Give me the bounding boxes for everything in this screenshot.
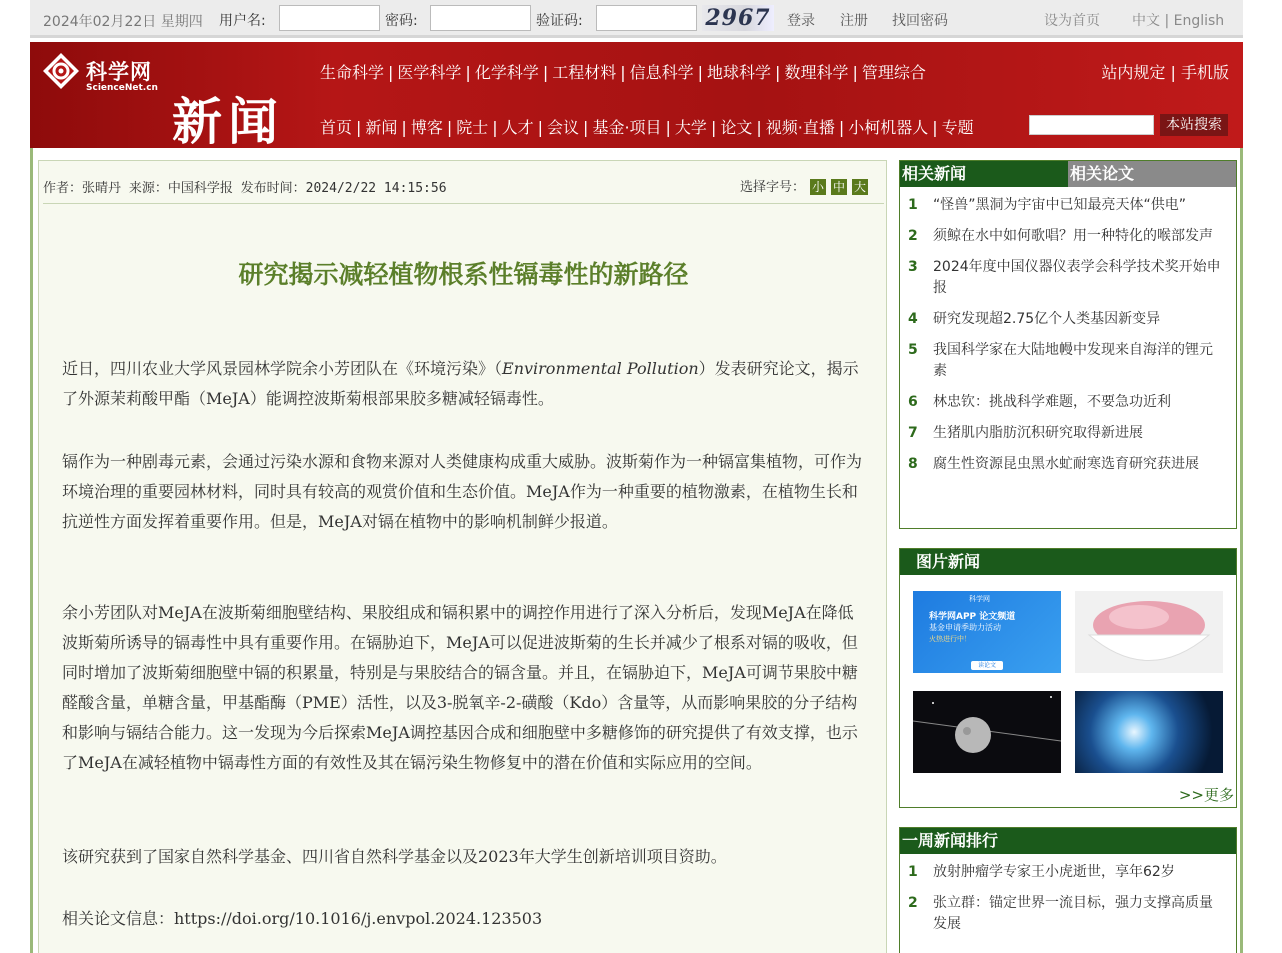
article-paragraph-4: 该研究获到了国家自然科学基金、四川省自然科学基金以及2023年大学生创新培训项目资助。 — [62, 847, 727, 866]
nav-engineering[interactable]: 工程材料 — [552, 63, 617, 82]
article-title: 研究揭示减轻植物根系性镉毒性的新路径 — [238, 260, 689, 289]
page-frame-left — [30, 148, 33, 953]
news-headline-link[interactable]: “怪兽”黑洞为宇宙中已知最亮天体“供电” — [933, 197, 1187, 213]
promo-read-button: 读论文 — [971, 661, 1003, 670]
photo-app-promo[interactable] — [913, 591, 1061, 673]
planet-illustration — [913, 691, 1061, 773]
list-item[interactable] — [908, 226, 1222, 247]
photo-grid — [913, 591, 1223, 776]
nav-home[interactable]: 首页 — [320, 118, 353, 137]
news-headline-link[interactable]: 腐生性资源昆虫黑水虻耐寒选育研究获进展 — [933, 456, 1199, 472]
font-size-medium[interactable]: 中 — [832, 180, 845, 194]
nav-xiaoke-robot[interactable]: 小柯机器人 — [848, 118, 929, 137]
article-paragraph-1: 近日，四川农业大学风景园林学院余小芳团队在《环境污染》（Environmental Pollution）发表研究论文，揭示了外源茉莉酸甲酯（MeJA）能调控波斯菊根部果胶多糖减轻镉毒性。 — [62, 359, 859, 408]
site-search-input[interactable] — [1029, 115, 1154, 135]
rank-number: 1 — [908, 864, 918, 880]
site-header — [30, 42, 1243, 151]
nav-medical-science[interactable]: 医学科学 — [397, 63, 462, 82]
register-link[interactable]: 注册 — [840, 13, 868, 29]
weekly-ranking-list — [900, 854, 1236, 935]
captcha-label: 验证码: — [536, 13, 583, 29]
list-item[interactable] — [908, 454, 1222, 475]
weekly-ranking-title: 一周新闻排行 — [900, 828, 1236, 854]
news-headline-link[interactable]: 2024年度中国仪器仪表学会科学技术奖开始申报 — [933, 259, 1221, 296]
nav-video[interactable]: 视频·直播 — [765, 118, 835, 137]
rank-number: 3 — [908, 259, 918, 275]
captcha-input[interactable] — [596, 5, 697, 31]
set-homepage-link[interactable]: 设为首页 — [1044, 13, 1100, 29]
font-size-small[interactable]: 小 — [811, 180, 824, 194]
nav-university[interactable]: 大学 — [674, 118, 707, 137]
nav-funding[interactable]: 基金·项目 — [592, 118, 662, 137]
promo-logo: 科学网 — [969, 595, 990, 603]
promo-line-2: 基金申请季助力活动 — [929, 623, 1001, 632]
list-item[interactable] — [908, 862, 1222, 883]
photo-blue-blackhole[interactable] — [1075, 691, 1223, 773]
font-size-large[interactable]: 大 — [853, 180, 866, 194]
username-label: 用户名: — [219, 13, 266, 29]
nav-news[interactable]: 新闻 — [365, 118, 398, 137]
bowl-illustration — [1075, 591, 1223, 673]
forgot-password-link[interactable]: 找回密码 — [892, 13, 948, 29]
rank-number: 1 — [908, 197, 918, 213]
list-item[interactable] — [908, 893, 1222, 935]
article-meta: 作者：张晴丹 来源：中国科学报 发布时间：2024/2/22 14:15:56 — [43, 181, 447, 196]
journal-name: Environmental Pollution — [502, 359, 699, 378]
list-item[interactable] — [908, 309, 1222, 330]
password-input[interactable] — [430, 5, 531, 31]
site-search-button[interactable]: 本站搜索 — [1160, 114, 1228, 136]
sciencenet-logo-icon — [42, 52, 80, 90]
nav-papers[interactable]: 论文 — [720, 118, 753, 137]
meta-divider — [43, 203, 884, 204]
news-headline-link[interactable]: 我国科学家在大陆地幔中发现来自海洋的锂元素 — [933, 342, 1213, 379]
tab-related-papers[interactable]: 相关论文 — [1068, 161, 1236, 187]
rank-number: 4 — [908, 311, 918, 327]
article-paragraph-doi[interactable]: 相关论文信息：https://doi.org/10.1016/j.envpol.2024.123503 — [62, 909, 543, 928]
rank-number: 6 — [908, 394, 918, 410]
rank-number: 7 — [908, 425, 918, 441]
login-link[interactable]: 登录 — [787, 13, 815, 29]
nav-life-science[interactable]: 生命科学 — [320, 63, 385, 82]
page-frame-right — [1240, 148, 1243, 953]
top-login-bar — [30, 0, 1243, 38]
password-label: 密码: — [385, 13, 418, 29]
article-panel — [38, 160, 887, 953]
section-title: 新闻 — [172, 92, 284, 151]
captcha-image[interactable]: 2967 — [702, 5, 774, 31]
nav-talent[interactable]: 人才 — [501, 118, 534, 137]
article-paragraph-3: 余小芳团队对MeJA在波斯菊细胞壁结构、果胶组成和镉积累中的调控作用进行了深入分析后，发现MeJA在降低波斯菊所诱导的镉毒性中具有重要作用。在镉胁迫下，MeJA可以促进波斯菊的生长并减少了根系对镉的吸收，但同时增加了波斯菊细胞壁中镉的积累量，特别是与果胶结合的镉含量。并且，在镉胁迫下，MeJA可调节果胶中糖醛酸含量，单糖含量，甲基酯酶（PME）活性，以及3-脱氧辛-2-磺酸（Kdo）含量等，从而影响果胶的分子结构和影响与镉结合能力。这一发现为今后探索MeJA调控基因合成和细胞壁中多糖修饰的研究提供了有效支撑，也示了MeJA在减轻植物中镉毒性方面的有效性及其在镉污染生物修复中的潜在价值和实际应用的空间。 — [62, 603, 858, 772]
news-headline-link[interactable]: 须鲸在水中如何歌唱？用一种特化的喉部发声 — [933, 228, 1213, 244]
weekly-ranking-box — [899, 827, 1237, 953]
nav-topics[interactable]: 专题 — [941, 118, 974, 137]
related-news-box — [899, 160, 1237, 529]
photo-moon-planet[interactable] — [913, 691, 1061, 773]
rank-number: 5 — [908, 342, 918, 358]
nav-academicians[interactable]: 院士 — [456, 118, 489, 137]
nav-meetings[interactable]: 会议 — [547, 118, 580, 137]
photo-news-box — [899, 548, 1237, 808]
news-headline-link[interactable]: 生猪肌内脂肪沉积研究取得新进展 — [933, 425, 1143, 441]
rank-number: 2 — [908, 895, 918, 911]
related-news-list — [900, 187, 1236, 475]
promo-line-3: 火热进行中！ — [929, 635, 971, 643]
list-item[interactable] — [908, 257, 1222, 299]
photo-news-title: 图片新闻 — [900, 549, 1236, 575]
nav-management[interactable]: 管理综合 — [861, 63, 926, 82]
rank-number: 8 — [908, 456, 918, 472]
rank-number: 2 — [908, 228, 918, 244]
nav-blog[interactable]: 博客 — [410, 118, 443, 137]
list-item[interactable] — [908, 423, 1222, 444]
related-tabs — [900, 161, 1236, 187]
nav-chemistry[interactable]: 化学科学 — [474, 63, 539, 82]
nav-earth-science[interactable]: 地球科学 — [707, 63, 772, 82]
logo-text-en: ScienceNet.cn — [86, 83, 158, 93]
news-headline-link[interactable]: 研究发现超2.75亿个人类基因新变异 — [933, 311, 1161, 327]
sciencenet-logo[interactable] — [38, 50, 170, 98]
article-paragraph-2: 镉作为一种剧毒元素，会通过污染水源和食物来源对人类健康构成重大威胁。波斯菊作为一种镉富集植物，可作为环境治理的重要园林材料，同时具有较高的观赏价值和生态价值。MeJA作为一种重要的植物激素，在植物生长和抗逆性方面发挥着重要作用。但是，MeJA对镉在植物中的影响机制鲜少报道。 — [62, 452, 863, 531]
news-headline-link[interactable]: 林忠钦：挑战科学难题，不要急功近利 — [933, 394, 1171, 410]
font-size-selector — [740, 176, 868, 195]
current-date: 2024年02月22日 星期四 — [43, 14, 203, 30]
font-size-label: 选择字号： — [739, 180, 805, 195]
news-headline-link[interactable]: 放射肿瘤学专家王小虎逝世，享年62岁 — [933, 864, 1175, 880]
news-headline-link[interactable]: 张立群：锚定世界一流目标，强力支撑高质量发展 — [933, 895, 1213, 932]
list-item[interactable] — [908, 195, 1222, 216]
logo-text-cn: 科学网 — [86, 60, 152, 84]
promo-line-1: 科学网APP 论文频道 — [929, 612, 1016, 622]
language-switch[interactable]: 中文 | English — [1132, 13, 1225, 29]
username-input[interactable] — [279, 5, 380, 31]
nav-information-science[interactable]: 信息科学 — [629, 63, 694, 82]
site-rules-mobile-links[interactable]: 站内规定 | 手机版 — [1101, 63, 1229, 82]
nav-math-physics[interactable]: 数理科学 — [784, 63, 849, 82]
list-item[interactable] — [908, 340, 1222, 382]
photo-pink-bowl[interactable] — [1075, 591, 1223, 673]
photo-news-more-link[interactable]: >>更多 — [1178, 786, 1234, 804]
main-nav: 首页 | 新闻 | 博客 | 院士 | 人才 | 会议 | 基金·项目 | 大学 | 论文 | 视频·直播 | 小柯机器人 | 专题 — [320, 118, 974, 137]
list-item[interactable] — [908, 392, 1222, 413]
category-nav: 生命科学 | 医学科学 | 化学科学 | 工程材料 | 信息科学 | 地球科学 | 数理科学 | 管理综合 — [320, 63, 926, 82]
tab-related-news[interactable]: 相关新闻 — [900, 161, 1068, 187]
